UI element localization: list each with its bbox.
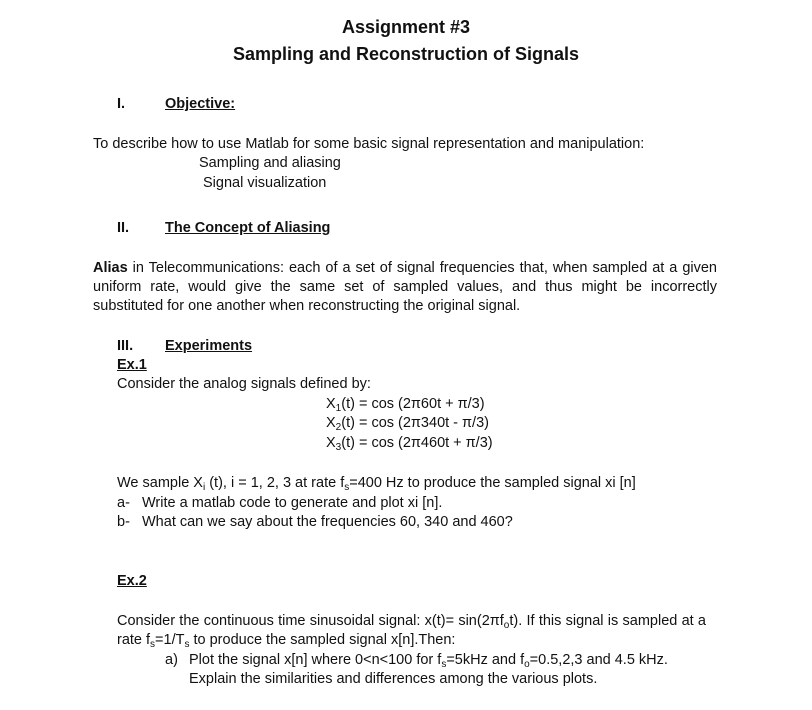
ex1-task-b: b- What can we say about the frequencies 60, 340 and 460? <box>117 514 513 530</box>
assignment-title: Assignment #3 <box>341 17 471 37</box>
objective-item-2: Signal visualization <box>203 175 327 191</box>
alias-term: Alias <box>93 260 128 276</box>
alias-definition-line-2: uniform rate, would give the same set of sampled values, and thus might be incorrectly <box>93 279 717 295</box>
alias-definition-line-1: Alias in Telecommunications: each of a set of signal frequencies that, when sampled at a given <box>93 260 717 276</box>
ex1-label: Ex.1 <box>117 357 147 373</box>
ex2-statement-line-1: Consider the continuous time sinusoidal signal: $x(t)= \sin(2\pi f_ot)$. If this signal is sampled at a <box>117 613 706 631</box>
ex1-task-a: a- Write a matlab code to generate and plot xi [n]. <box>117 495 443 511</box>
objective-item-1: Sampling and aliasing <box>199 155 341 171</box>
ex1-sampling-statement: We sample $X_i$ (t), i = 1, 2, 3 at rate $f_s=400$ Hz to produce the sampled signal xi [n] <box>117 475 636 493</box>
alias-definition-line-3: substituted for one another when reconstructing the original signal. <box>93 298 521 314</box>
equation-x1: $X_1(t) = \cos (2\pi 60t + \pi/3)$ <box>326 396 485 414</box>
section-1-numeral: I. <box>117 96 126 112</box>
ex2-task-a: a) Plot the signal x[n] where 0<n<100 for $f_s=5kHz$ and $f_o=0.5,2,3$ and 4.5 kHz. <box>165 652 668 670</box>
ex1-intro: Consider the analog signals defined by: <box>117 376 371 392</box>
section-2-numeral: II. <box>117 220 130 236</box>
assignment-subtitle: Sampling and Reconstruction of Signals <box>232 44 580 64</box>
section-2-heading: The Concept of Aliasing <box>165 220 331 236</box>
ex2-statement-line-2: rate $f_s=1/T_s$ to produce the sampled signal x[n].Then: <box>117 632 456 650</box>
section-3-numeral: III. <box>117 338 134 354</box>
section-3-heading: Experiments <box>165 338 253 354</box>
equation-x2: $X_2(t) = \cos (2\pi 340t - \pi/3)$ <box>326 415 489 433</box>
ex2-task-a-line-2: Explain the similarities and differences among the various plots. <box>189 671 598 687</box>
ex2-label: Ex.2 <box>117 573 147 589</box>
objective-intro: To describe how to use Matlab for some basic signal representation and manipulation: <box>93 136 645 152</box>
equation-x3: $X_3(t) = \cos (2\pi 460t + \pi/3)$ <box>326 435 493 453</box>
section-1-heading: Objective: <box>165 96 236 112</box>
